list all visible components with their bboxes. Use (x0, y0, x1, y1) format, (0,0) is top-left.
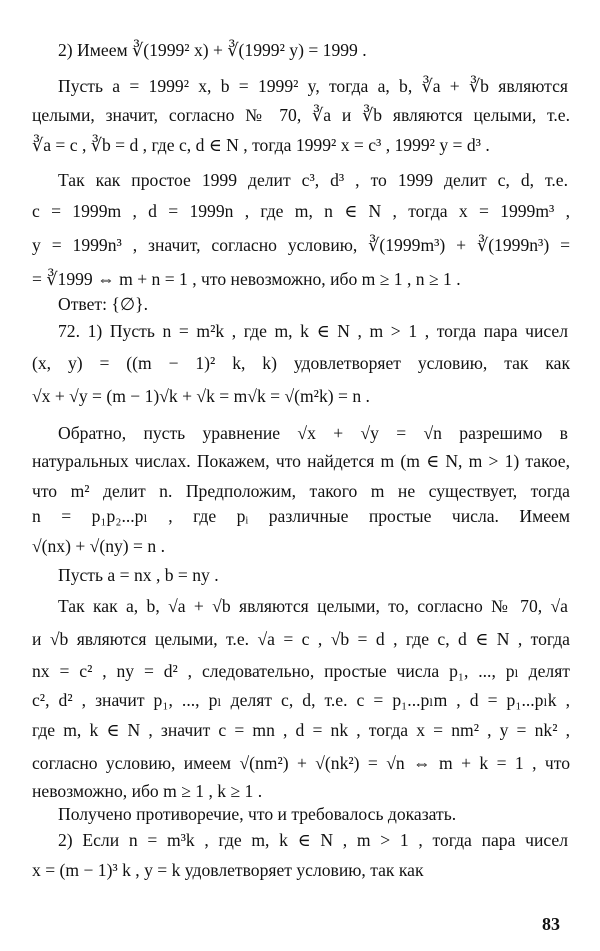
text-line-17: √(nx) + √(ny) = n . (32, 536, 165, 556)
text-line-8: = ∛1999 ⇔ m + n = 1 , что невозможно, ибо m ≥ 1 , n ≥ 1 . (32, 269, 461, 289)
text-line-23: где m, k ∈ N , значит c = mn , d = nk , тогда x = nm² , y = nk² , (32, 720, 570, 740)
text-line-28: x = (m − 1)³ k , y = k удовлетворяет условию, так как (32, 860, 424, 880)
text-line-5: Так как простое 1999 делит c³, d³ , то 1999 делит c, d, т.е. (58, 170, 568, 190)
text-line-25: невозможно, ибо m ≥ 1 , k ≥ 1 . (32, 781, 263, 801)
text-line-18: Пусть a = nx , b = ny . (58, 565, 219, 585)
answer-line: Ответ: {∅}. (58, 294, 148, 314)
text-line-1: 2) Имеем ∛(1999² x) + ∛(1999² y) = 1999 . (58, 40, 367, 60)
text-line-21: nx = c² , ny = d² , следовательно, простые числа p₁, ..., pₗ делят (32, 661, 570, 681)
text-line-11: (x, y) = ((m − 1)² k, k) удовлетворяет условию, так как (32, 353, 570, 373)
text-line-6: c = 1999m , d = 1999n , где m, n ∈ N , тогда x = 1999m³ , (32, 201, 570, 221)
text-line-20: и √b являются целыми, т.е. √a = c , √b = d , где c, d ∈ N , тогда (32, 629, 570, 649)
text-line-24: согласно условию, имеем √(nm²) + √(nk²) = √n ⇔ m + k = 1 , что (32, 753, 570, 773)
text-line-15: что m² делит n. Предположим, такого m не существует, тогда (32, 481, 570, 501)
text-line-14: натуральных числах. Покажем, что найдется m (m ∈ N, m > 1) такое, (32, 451, 570, 471)
text-line-27: 2) Если n = m³k , где m, k ∈ N , m > 1 , тогда пара чисел (58, 830, 568, 850)
text-line-26: Получено противоречие, что и требовалось доказать. (58, 804, 457, 824)
text-line-7: y = 1999n³ , значит, согласно условию, ∛(1999m³) + ∛(1999n³) = (32, 235, 570, 255)
text-line-16: n = p₁p₂...pₗ , где pᵢ различные простые числа. Имеем (32, 506, 570, 526)
text-line-13: Обратно, пусть уравнение √x + √y = √n разрешимо в (58, 423, 568, 443)
text-line-10: 72. 1) Пусть n = m²k , где m, k ∈ N , m > 1 , тогда пара чисел (58, 321, 568, 341)
page-number: 83 (542, 914, 560, 934)
text-line-19: Так как a, b, √a + √b являются целыми, то, согласно № 70, √a (58, 596, 568, 616)
text-line-12: √x + √y = (m − 1)√k + √k = m√k = √(m²k) = n . (32, 386, 370, 406)
text-line-4: ∛a = c , ∛b = d , где c, d ∈ N , тогда 1999² x = c³ , 1999² y = d³ . (32, 135, 490, 155)
text-line-22: c², d² , значит p₁, ..., pₗ делят c, d, т.е. c = p₁...pₗm , d = p₁...pₗk , (32, 690, 570, 710)
text-line-3: целыми, значит, согласно № 70, ∛a и ∛b являются целыми, т.е. (32, 105, 570, 125)
text-line-2: Пусть a = 1999² x, b = 1999² y, тогда a, b, ∛a + ∛b являются (58, 76, 568, 96)
